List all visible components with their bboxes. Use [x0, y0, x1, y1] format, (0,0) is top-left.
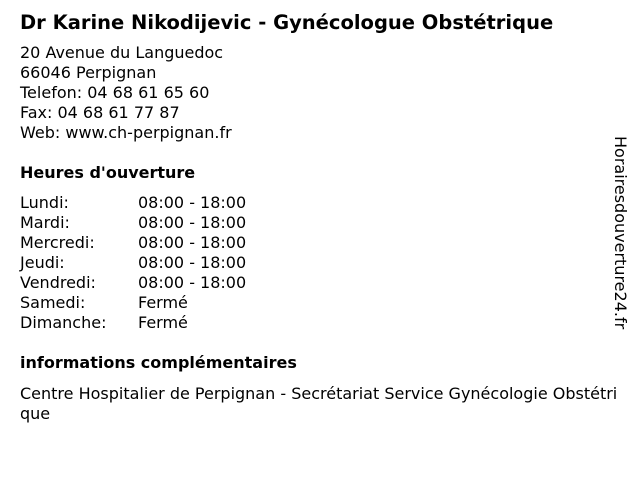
hours-time: Fermé [138, 293, 188, 312]
hours-day: Samedi: [20, 293, 86, 312]
hours-row-saturday [20, 293, 246, 313]
hours-table [20, 193, 246, 333]
hours-day: Dimanche: [20, 313, 107, 332]
address-fax: Fax: 04 68 61 77 87 [20, 103, 180, 122]
address-city: 66046 Perpignan [20, 63, 157, 82]
hours-row-monday [20, 193, 246, 213]
hours-row-thursday [20, 253, 246, 273]
hours-row-sunday [20, 313, 246, 333]
hours-time: 08:00 - 18:00 [138, 253, 247, 272]
info-text: Centre Hospitalier de Perpignan - Secrétariat Service Gynécologie Obstétrique [20, 384, 618, 423]
hours-day: Lundi: [20, 193, 69, 212]
hours-day: Vendredi: [20, 273, 96, 292]
hours-day: Mardi: [20, 213, 70, 232]
hours-heading: Heures d'ouverture [20, 163, 196, 182]
address-web: Web: www.ch-perpignan.fr [20, 123, 232, 142]
hours-time: Fermé [138, 313, 188, 332]
hours-row-tuesday [20, 213, 246, 233]
info-heading: informations complémentaires [20, 353, 297, 372]
address-street: 20 Avenue du Languedoc [20, 43, 224, 62]
watermark-text: Horairesdouverture24.fr [611, 136, 630, 330]
hours-time: 08:00 - 18:00 [138, 213, 247, 232]
hours-time: 08:00 - 18:00 [138, 193, 247, 212]
hours-row-wednesday [20, 233, 246, 253]
hours-time: 08:00 - 18:00 [138, 233, 247, 252]
hours-day: Jeudi: [20, 253, 65, 272]
hours-row-friday [20, 273, 246, 293]
hours-day: Mercredi: [20, 233, 95, 252]
address-block [20, 43, 232, 143]
address-phone: Telefon: 04 68 61 65 60 [20, 83, 210, 102]
page-title: Dr Karine Nikodijevic - Gynécologue Obstétrique [20, 11, 554, 34]
hours-time: 08:00 - 18:00 [138, 273, 247, 292]
